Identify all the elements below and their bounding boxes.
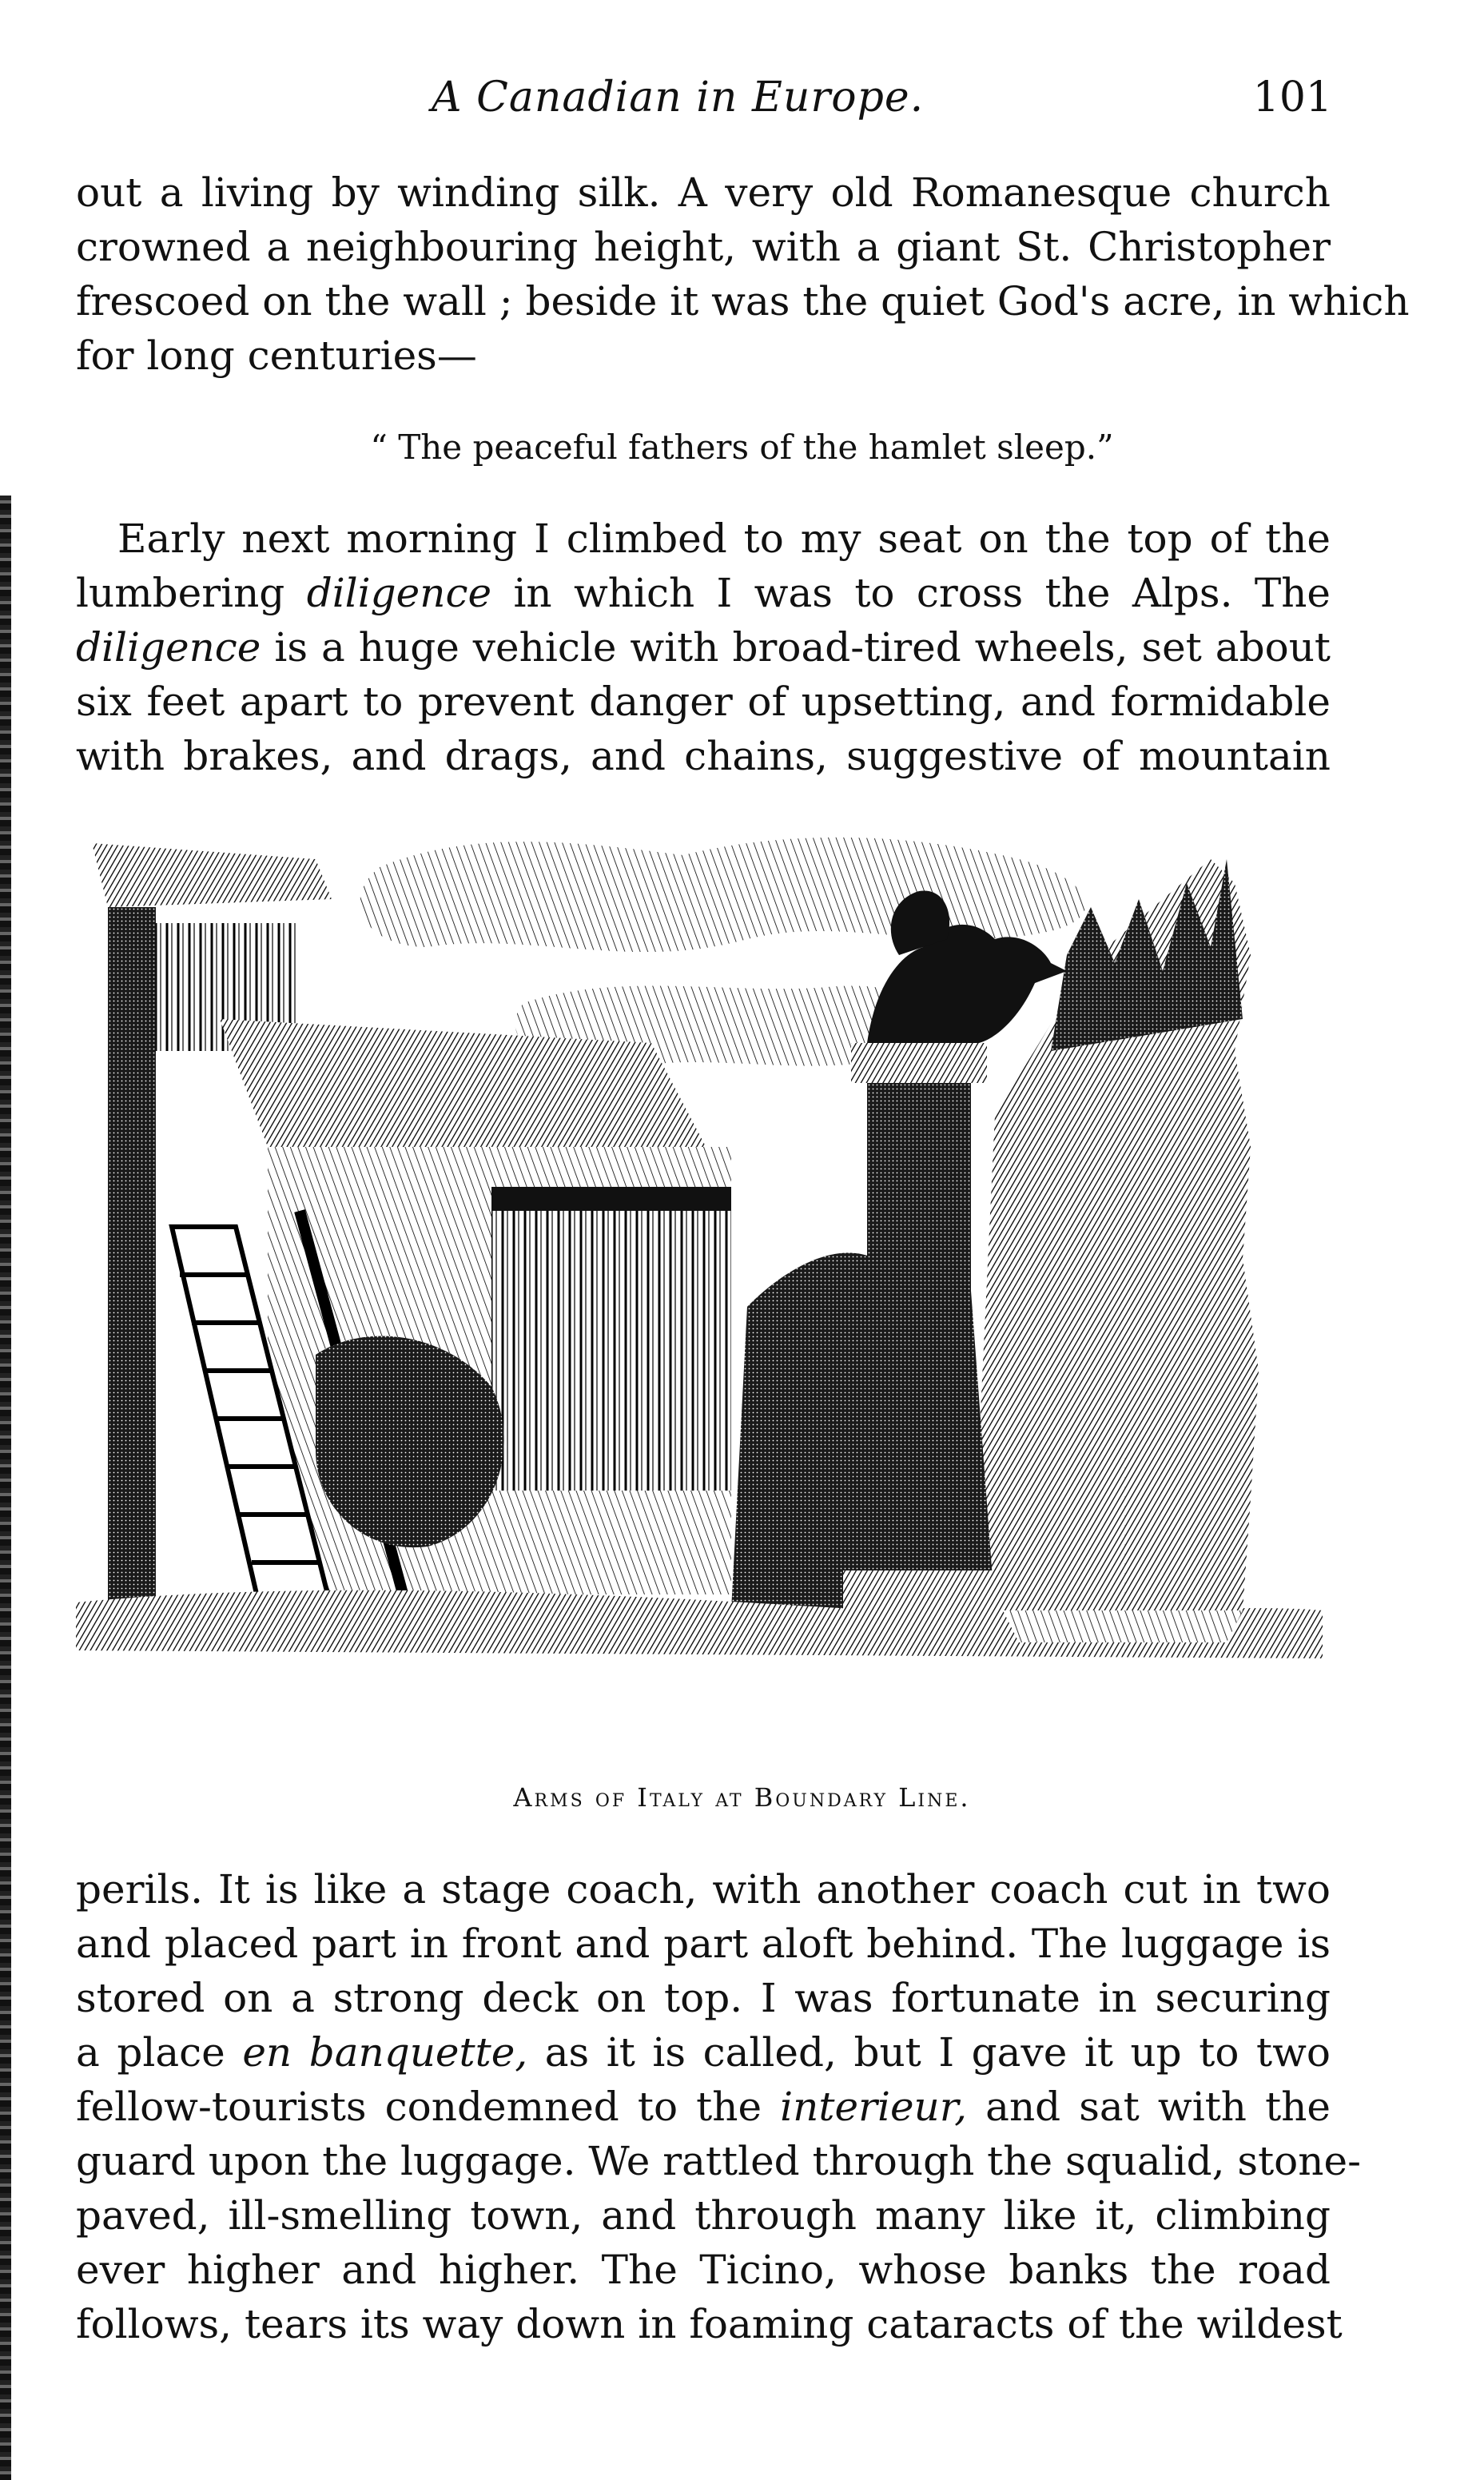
text-line: ever higher and higher. The Ticino, whose banks the road [76, 2247, 1331, 2293]
text-line: guard upon the luggage. We rattled through the squalid, stone- [76, 2138, 1361, 2184]
text-line: for long centuries— [76, 332, 477, 379]
text-run: and sat with the [985, 2084, 1331, 2130]
text-line [76, 620, 1331, 675]
paragraph-2 [76, 512, 1331, 783]
text-run: in which I was to cross the Alps. The [513, 570, 1331, 616]
text-line: perils. It is like a stage coach, with another coach cut in two [76, 1866, 1331, 1913]
engraving-illustration [76, 811, 1323, 1714]
italic-term: diligence [306, 570, 492, 616]
text-line: and placed part in front and part aloft behind. The luggage is [76, 1921, 1331, 1967]
text-line: six feet apart to prevent danger of upsetting, and formidable [76, 679, 1331, 725]
running-head [432, 74, 1332, 129]
figure-caption: Arms of Italy at Boundary Line. [513, 1782, 971, 1813]
text-run: fellow-tourists condemned to the [76, 2084, 762, 2130]
italic-term: interieur, [780, 2084, 968, 2130]
text-line: out a living by winding silk. A very old Romanesque church [76, 169, 1331, 216]
text-line: follows, tears its way down in foaming cataracts of the wildest [76, 2301, 1343, 2347]
text-run: a place [76, 2029, 225, 2076]
italic-term: diligence [76, 624, 261, 671]
running-title: A Canadian in Europe. [432, 74, 925, 121]
text-run: lumbering [76, 570, 285, 616]
text-line: paved, ill-smelling town, and through many like it, climbing [76, 2192, 1331, 2239]
paragraph-1 [76, 165, 1410, 383]
italic-term: en banquette, [242, 2029, 528, 2076]
text-line [76, 2080, 1331, 2134]
text-run: is a huge vehicle with broad-tired wheels, set about [274, 624, 1331, 671]
text-line: stored on a strong deck on top. I was fortunate in securing [76, 1975, 1331, 2021]
paragraph-3 [76, 1862, 1361, 2351]
text-run: as it is called, but I gave it up to two [544, 2029, 1331, 2076]
page-number: 101 [1252, 74, 1332, 121]
scanned-binding-edge [0, 496, 11, 2480]
verse-quotation: “ The peaceful fathers of the hamlet sleep.” [370, 428, 1114, 467]
text-line [76, 566, 1331, 620]
text-line: with brakes, and drags, and chains, suggestive of mountain [76, 733, 1331, 779]
text-line: crowned a neighbouring height, with a giant St. Christopher [76, 224, 1331, 270]
text-line: frescoed on the wall ; beside it was the quiet God's acre, in which [76, 278, 1410, 324]
text-line [76, 2025, 1331, 2080]
text-line: Early next morning I climbed to my seat on the top of the [117, 516, 1331, 562]
